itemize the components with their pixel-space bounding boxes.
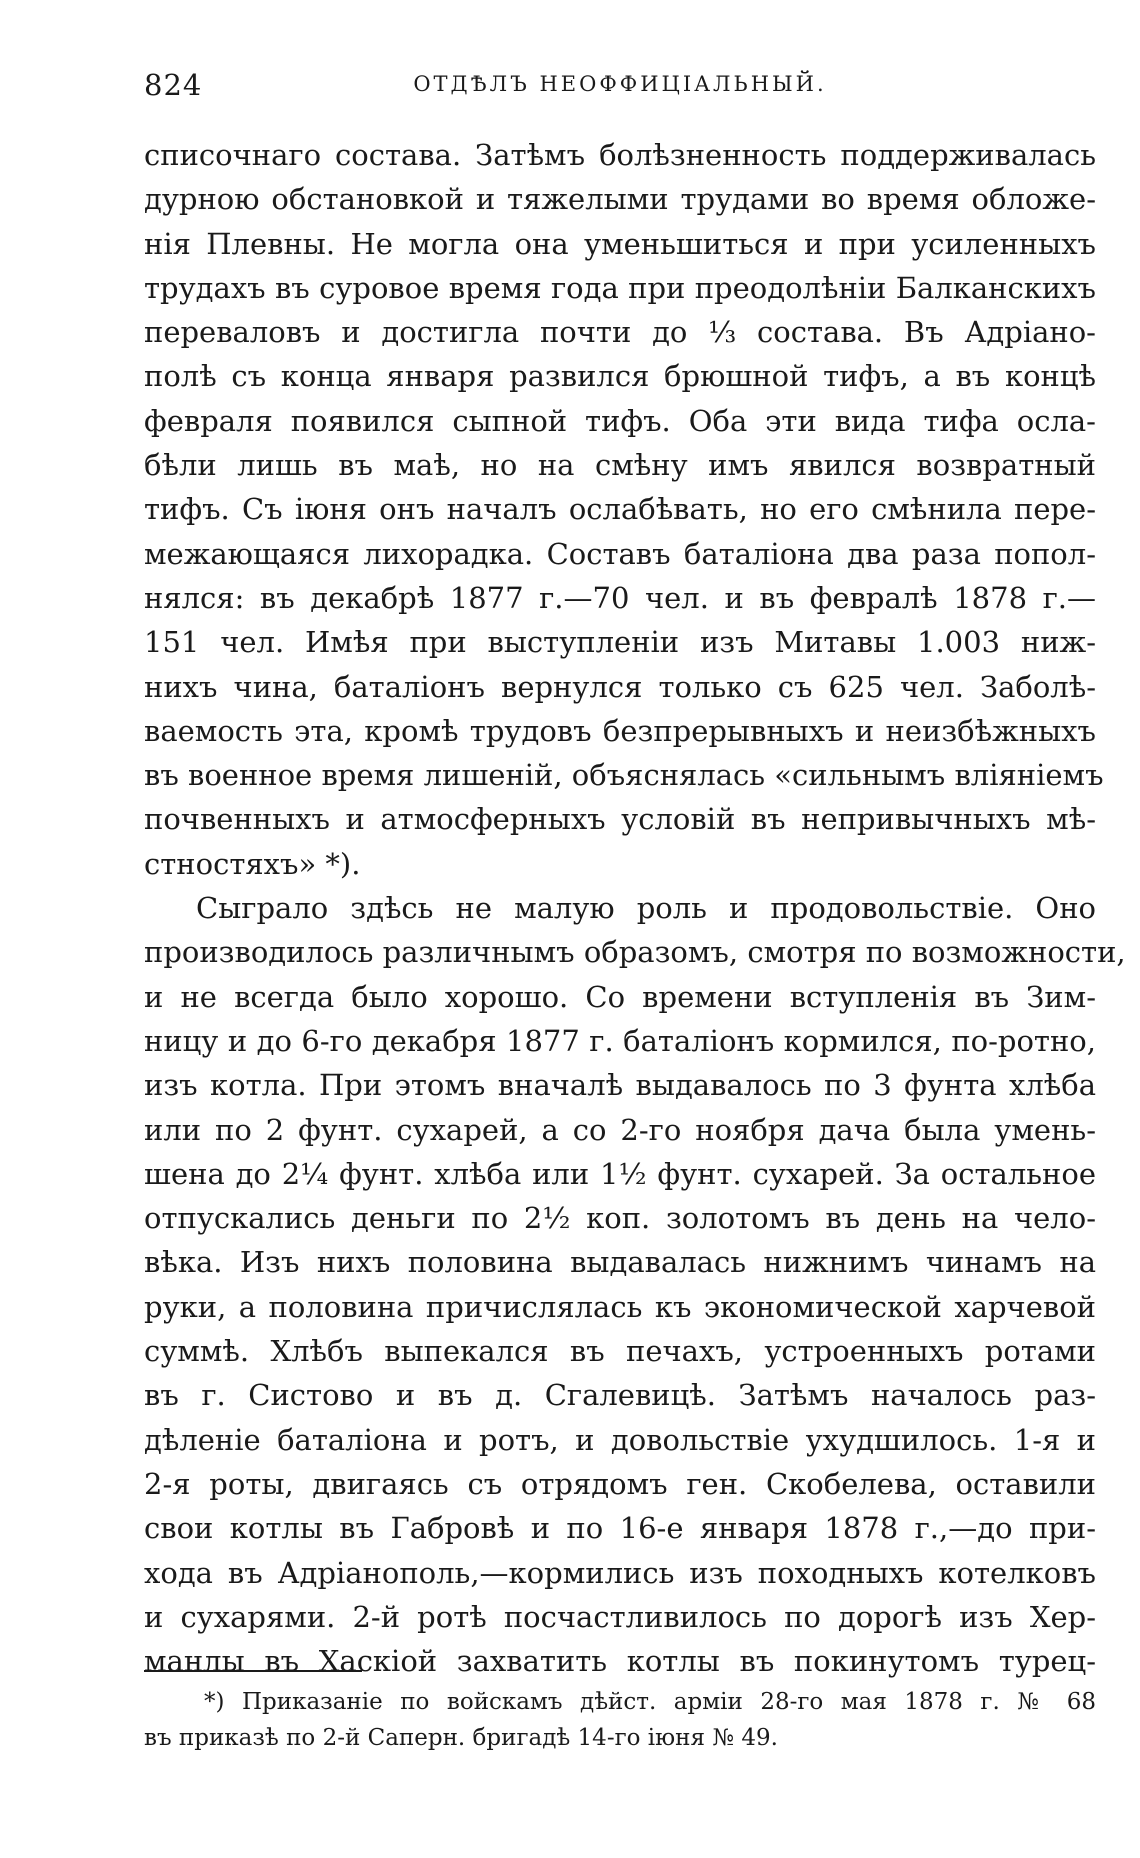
body-text	[144, 133, 1126, 1683]
text-line: переваловъ и достигла почти до ⅓ состава. Въ Адріано-	[144, 315, 1096, 350]
text-line: вѣка. Изъ нихъ половина выдавалась нижнимъ чинамъ на	[144, 1245, 1096, 1280]
text-line: нялся: въ декабрѣ 1877 г.—70 чел. и въ февралѣ 1878 г.—	[144, 580, 1096, 615]
page-number: 824	[144, 68, 203, 102]
running-head: ОТДѢЛЪ НЕОФФИЦІАЛЬНЫЙ.	[413, 72, 827, 96]
text-line: и не всегда было хорошо. Со времени вступленія въ Зим-	[144, 979, 1096, 1014]
text-line: 2-я роты, двигаясь съ отрядомъ ген. Скобелева, оставили	[144, 1466, 1096, 1501]
text-line: ваемость эта, кромѣ трудовъ безпрерывныхъ и неизбѣжныхъ	[144, 713, 1096, 748]
text-line: изъ котла. При этомъ вначалѣ выдавалось по 3 фунта хлѣба	[144, 1068, 1096, 1103]
text-line: 151 чел. Имѣя при выступленіи изъ Митавы 1.003 ниж-	[144, 625, 1096, 660]
text-line: списочнаго состава. Затѣмъ болѣзненность поддерживалась	[144, 138, 1096, 172]
text-line: февраля появился сыпной тифъ. Оба эти вида тифа осла-	[144, 403, 1096, 438]
text-line: производилось различнымъ образомъ, смотря по возможности,	[144, 935, 1126, 970]
text-line: дѣленіе баталіона и ротъ, и довольствіе ухудшилось. 1-я и	[144, 1422, 1096, 1457]
text-line: ницу и до 6-го декабря 1877 г. баталіонъ кормился, по-ротно,	[144, 1023, 1096, 1058]
text-line: руки, а половина причислялась къ экономической харчевой	[144, 1289, 1096, 1324]
page-header	[144, 68, 1096, 108]
footnote-line: *) Приказаніе по войскамъ дѣйст. арміи 28-го мая 1878 г. № 68	[204, 1689, 1096, 1715]
footnote-line: въ приказѣ по 2-й Саперн. бригадѣ 14-го іюня № 49.	[144, 1725, 778, 1751]
text-line: тифъ. Съ іюня онъ началъ ослабѣвать, но его смѣнила пере-	[144, 492, 1096, 527]
paragraph-start-line: Сыграло здѣсь не малую роль и продовольствіе. Оно	[196, 891, 1096, 926]
text-line: стностяхъ» *).	[144, 846, 361, 881]
text-line: нія Плевны. Не могла она уменьшиться и при усиленныхъ	[144, 226, 1096, 261]
text-line: манлы въ Хаскіой захватить котлы въ покинутомъ турец-	[144, 1644, 1096, 1679]
text-line: дурною обстановкой и тяжелыми трудами во время обложе-	[144, 182, 1096, 217]
text-line: почвенныхъ и атмосферныхъ условій въ непривычныхъ мѣ-	[144, 802, 1096, 837]
text-line: полѣ съ конца января развился брюшной тифъ, а въ концѣ	[144, 359, 1096, 394]
text-line: нихъ чина, баталіонъ вернулся только съ 625 чел. Заболѣ-	[144, 669, 1096, 704]
text-line: отпускались деньги по 2½ коп. золотомъ въ день на чело-	[144, 1201, 1096, 1236]
text-line: суммѣ. Хлѣбъ выпекался въ печахъ, устроенныхъ ротами	[144, 1334, 1096, 1369]
text-line: бѣли лишь въ маѣ, но на смѣну имъ явился возвратный	[144, 448, 1096, 483]
text-line: трудахъ въ суровое время года при преодолѣніи Балканскихъ	[144, 270, 1096, 305]
text-line: или по 2 фунт. сухарей, а со 2-го ноября дача была умень-	[144, 1112, 1096, 1147]
text-line: межающаяся лихорадка. Составъ баталіона два раза попол-	[144, 536, 1096, 571]
text-line: и сухарями. 2-й ротѣ посчастливилось по дорогѣ изъ Хер-	[144, 1599, 1096, 1634]
text-line: шена до 2¼ фунт. хлѣба или 1½ фунт. сухарей. За остальное	[144, 1156, 1096, 1191]
text-line: свои котлы въ Габровѣ и по 16-е января 1878 г.,—до при-	[144, 1511, 1096, 1546]
text-line: хода въ Адріанополь,—кормились изъ походныхъ котелковъ	[144, 1555, 1096, 1590]
text-line: въ военное время лишеній, объяснялась «сильнымъ вліяніемъ	[144, 758, 1104, 793]
footnotes	[144, 1684, 1096, 1756]
footnote-divider	[144, 1670, 362, 1672]
text-line: въ г. Систово и въ д. Сгалевицѣ. Затѣмъ началось раз-	[144, 1378, 1096, 1413]
